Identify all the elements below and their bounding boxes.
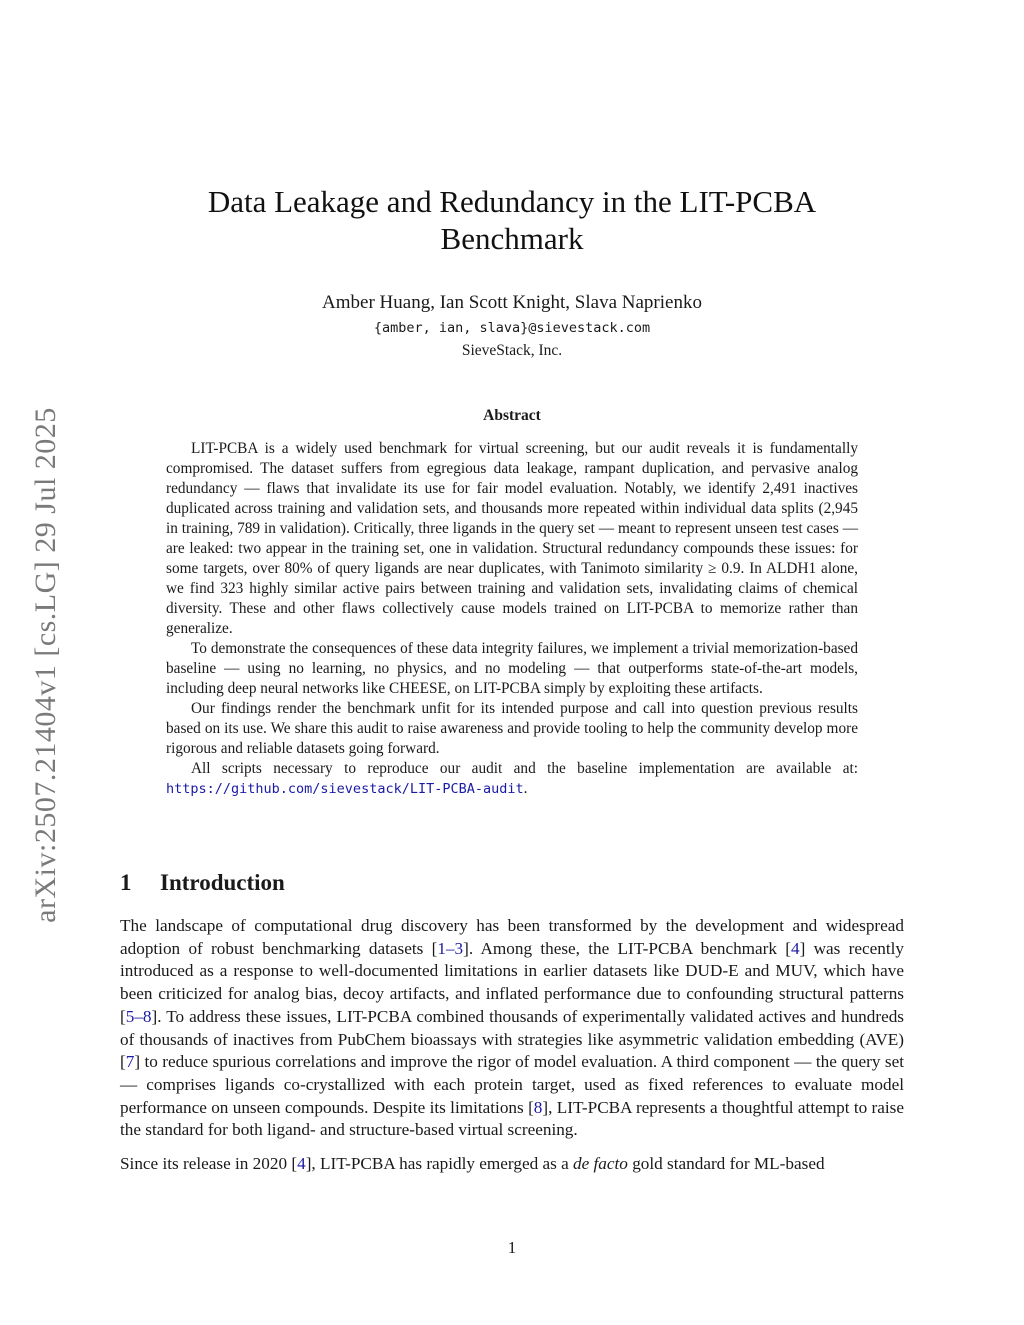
intro-paragraph-2 xyxy=(120,1153,904,1176)
abstract-heading: Abstract xyxy=(483,407,541,424)
page-number: 1 xyxy=(507,1238,517,1257)
intro-text-segment: ], LIT-PCBA has rapidly emerged as a xyxy=(305,1154,573,1174)
intro-text-segment: ] to reduce spurious correlations and improve the rigor of model evaluation. A third component — the query set — comprises ligands co-crystallized with each protein target, used as fixed references to evaluate model performance on unseen compounds. Despite its limitations [ xyxy=(120,1052,904,1117)
intro-text-segment: gold standard for ML-based xyxy=(627,1154,825,1174)
availability-text: All scripts necessary to reproduce our audit and the baseline implementation are available at: xyxy=(191,760,858,777)
intro-paragraph-1 xyxy=(120,915,904,1142)
citation-link[interactable]: 5–8 xyxy=(125,1006,152,1026)
citation-link[interactable]: 4 xyxy=(791,938,800,958)
introduction-body xyxy=(120,915,904,1187)
intro-text-segment: Since its release in 2020 [ xyxy=(120,1154,298,1174)
section-title: Introduction xyxy=(160,870,285,895)
citation-link[interactable]: 1–3 xyxy=(437,938,464,958)
emphasis-text: de facto xyxy=(573,1154,628,1174)
intro-text-segment: ]. To address these issues, LIT-PCBA combined thousands of experimentally validated actives and hundreds of thousands of inactives from PubChem bioassays with strategies like asymmetric validation embedding (AVE) [ xyxy=(120,1006,904,1072)
author-list: Amber Huang, Ian Scott Knight, Slava Naprienko xyxy=(322,292,702,313)
github-link[interactable]: https://github.com/sievestack/LIT-PCBA-audit xyxy=(166,781,524,797)
intro-text-segment: ] was recently introduced as a response to well-documented limitations in earlier datasets like DUD-E and MUV, which have been criticized for analog bias, decoy artifacts, and inflated performance due to confounding structural patterns [ xyxy=(120,938,904,1026)
author-email: {amber, ian, slava}@sievestack.com xyxy=(373,320,651,336)
abstract-paragraph-4 xyxy=(166,759,858,799)
availability-period: . xyxy=(523,780,528,797)
paper-title xyxy=(120,183,904,257)
citation-link[interactable]: 8 xyxy=(533,1097,543,1117)
abstract-paragraph-3: Our findings render the benchmark unfit for its intended purpose and call into question previous results based on its use. We share this audit to raise awareness and provide tooling to help the community develop more rigorous and reliable datasets going forward. xyxy=(166,700,858,757)
abstract-paragraph-2: To demonstrate the consequences of these data integrity failures, we implement a trivial memorization-based baseline — using no learning, no physics, and no modeling — that outperforms state-of-the-art models, including deep neural networks like CHEESE, on LIT-PCBA simply by exploiting these artifacts. xyxy=(166,640,858,697)
intro-text-segment: The landscape of computational drug discovery has been transformed by the development and widespread adoption of robust benchmarking datasets [ xyxy=(120,916,904,958)
title-line-1: Data Leakage and Redundancy in the LIT-PCBA xyxy=(207,184,817,219)
section-heading-introduction xyxy=(120,870,285,896)
abstract-paragraph-1: LIT-PCBA is a widely used benchmark for virtual screening, but our audit reveals it is fundamentally compromised. The dataset suffers from egregious data leakage, rampant duplication, and pervasive analog redundancy — flaws that invalidate its use for fair model evaluation. Notably, we identify 2,491 inactives duplicated across training and validation sets, and thousands more repeated within individual data splits (2,945 in training, 789 in validation). Critically, three ligands in the query set — meant to represent unseen test cases — are leaked: two appear in the training set, one in validation. Structural redundancy compounds these issues: for some targets, over 80% of query ligands are near duplicates, with Tanimoto similarity ≥ 0.9. In ALDH1 alone, we find 323 highly similar active pairs between training and validation sets, invalidating claims of chemical diversity. These and other flaws collectively cause models trained on LIT-PCBA to memorize rather than generalize. xyxy=(166,440,858,637)
intro-text-segment: ]. Among these, the LIT-PCBA benchmark [ xyxy=(463,938,792,958)
section-number: 1 xyxy=(120,870,132,895)
intro-text-segment: ], LIT-PCBA represents a thoughtful attempt to raise the standard for both ligand- and structure-based virtual screening. xyxy=(120,1097,904,1140)
author-affiliation: SieveStack, Inc. xyxy=(461,342,563,359)
citation-link[interactable]: 4 xyxy=(297,1154,306,1174)
arxiv-identifier: arXiv:2507.21404v1 [cs.LG] 29 Jul 2025 xyxy=(29,407,62,923)
title-line-2: Benchmark xyxy=(440,221,584,256)
citation-link[interactable]: 7 xyxy=(125,1052,135,1072)
abstract-body xyxy=(166,439,858,799)
